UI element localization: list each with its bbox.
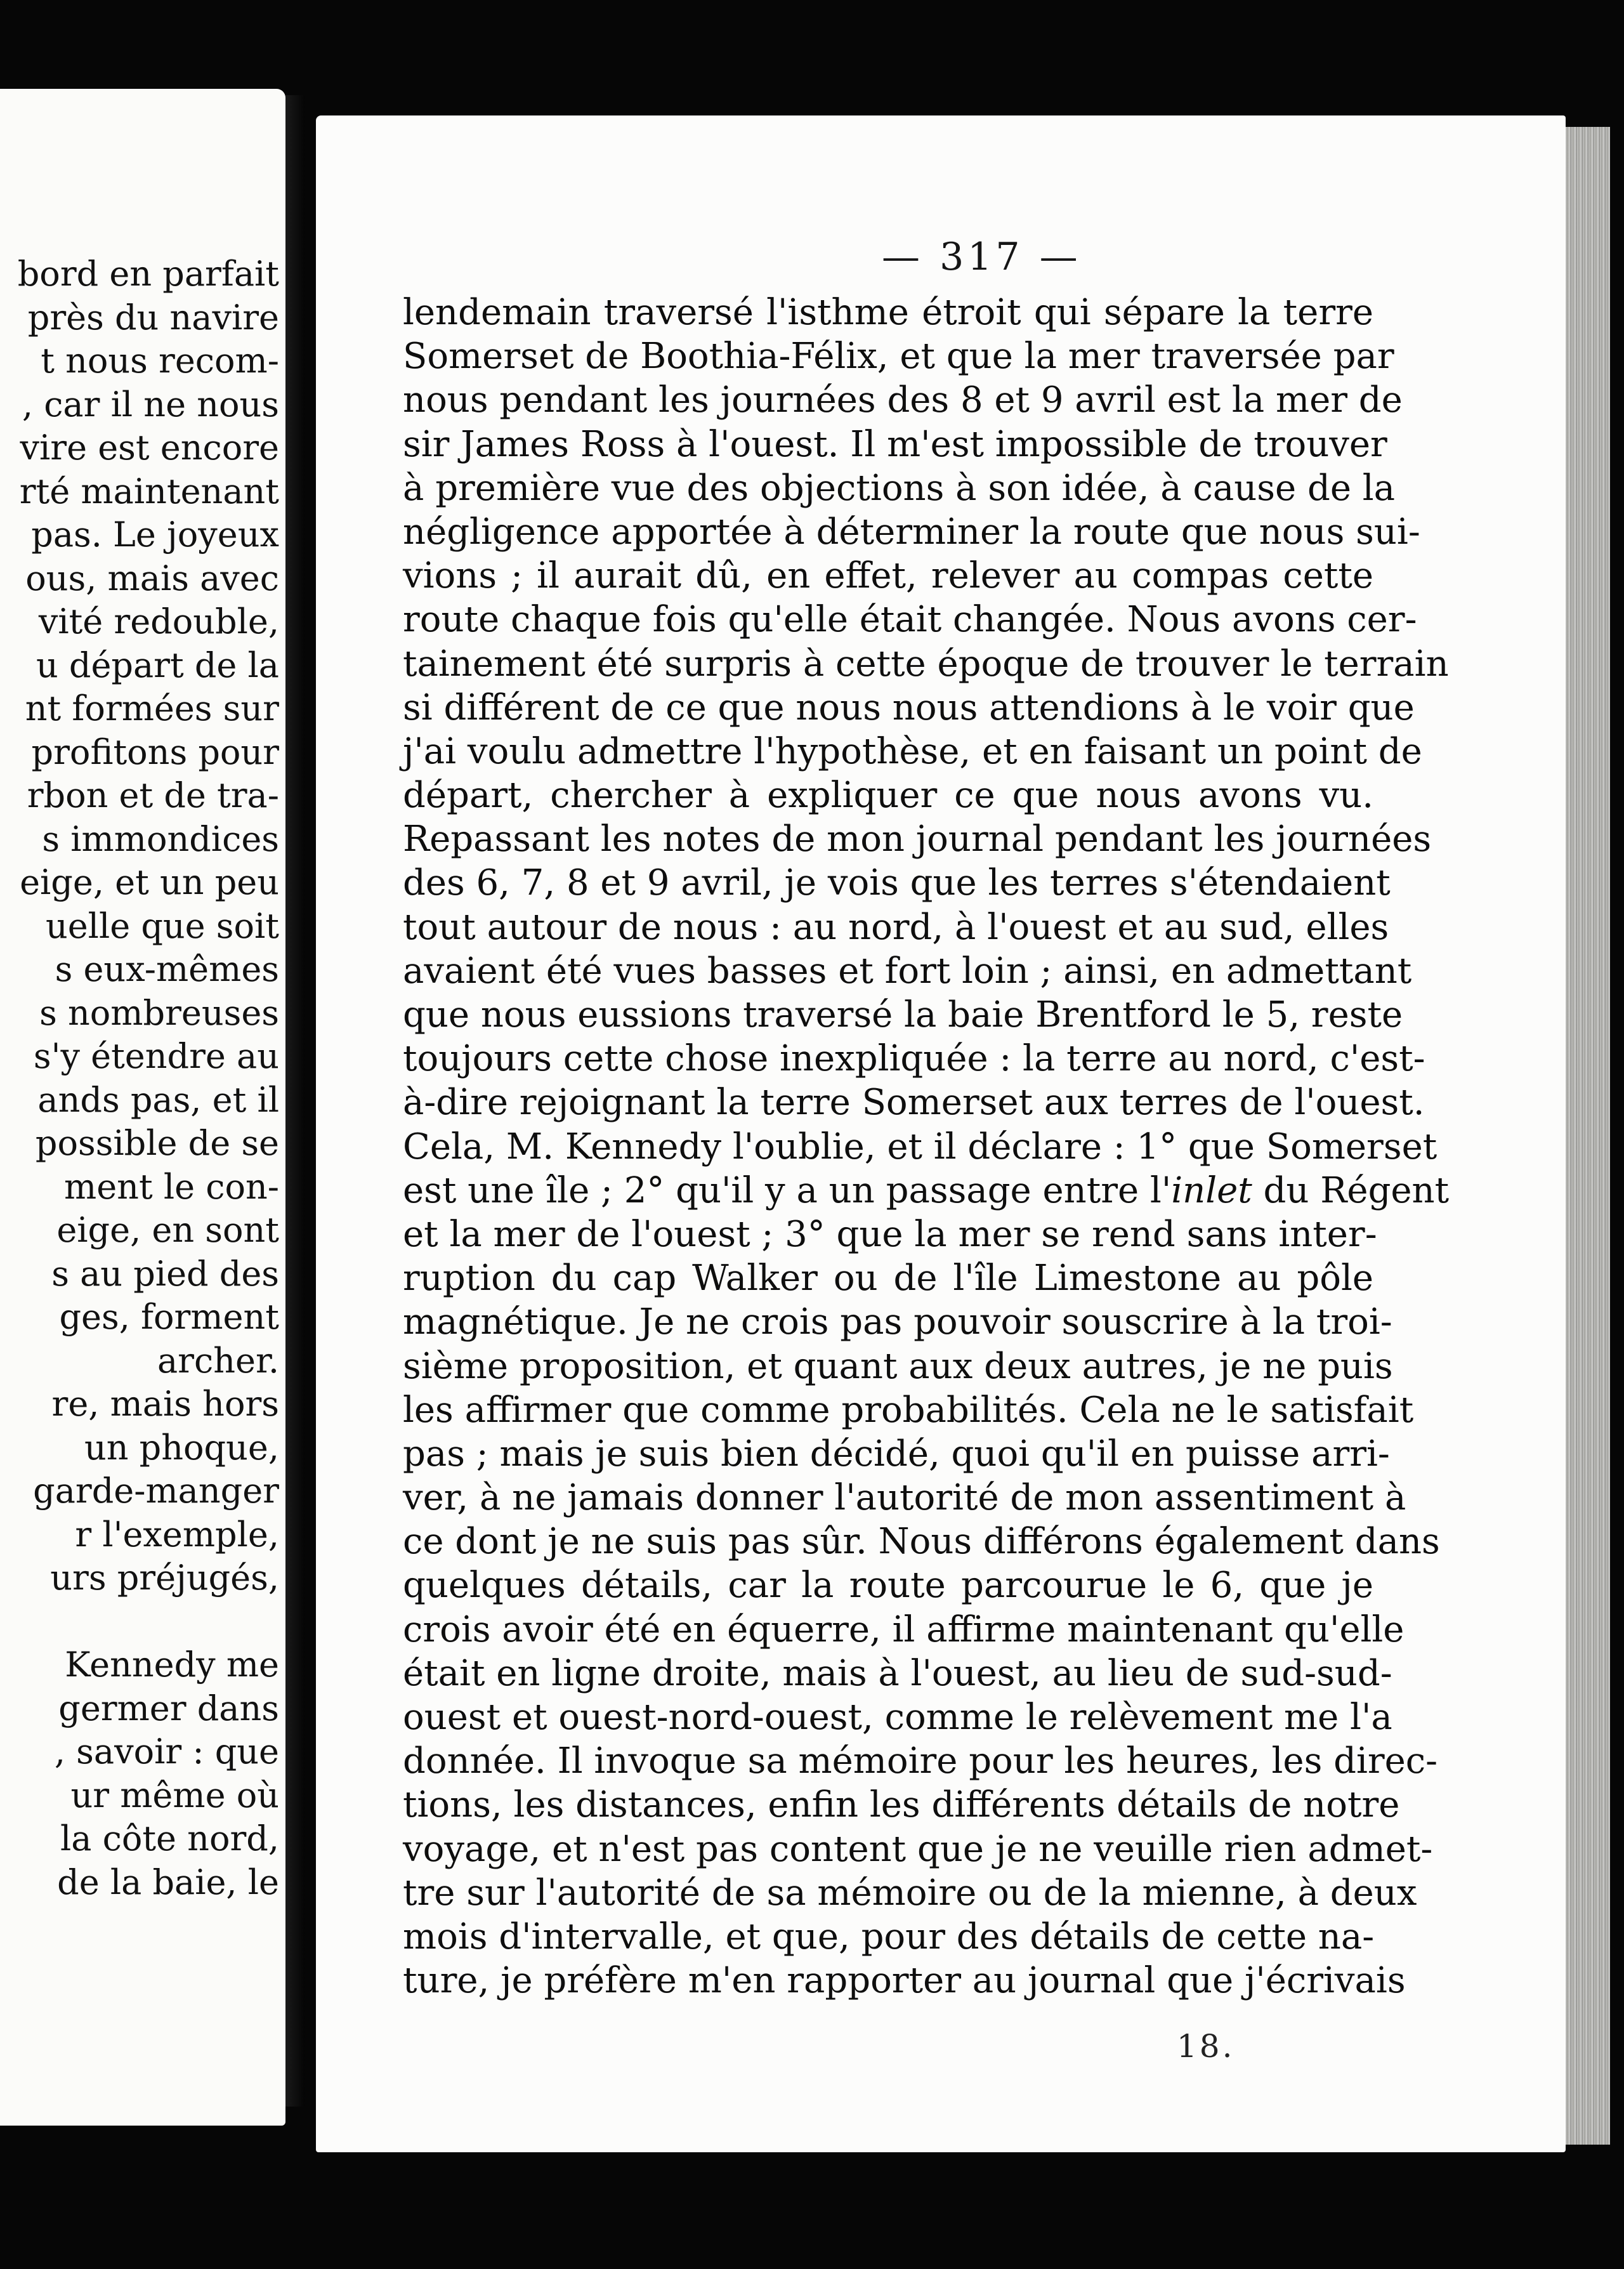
body-text-line: négligence apportée à déterminer la route que nous sui- xyxy=(403,511,1420,553)
body-text-line: avaient été vues basses et fort loin ; ainsi, en admettant xyxy=(403,950,1412,992)
body-text-line: quelques détails, car la route parcourue le 6, que je xyxy=(403,1565,1373,1607)
body-text-line: est une île ; 2° qu'il y a un passage entre l'inlet du Régent xyxy=(403,1169,1450,1211)
page-number xyxy=(0,235,1624,279)
left-text-line: , car il ne nous xyxy=(22,384,279,424)
body-text-line: était en ligne droite, mais à l'ouest, au lieu de sud-sud- xyxy=(403,1652,1392,1694)
left-text-line: de la baie, le xyxy=(57,1862,279,1902)
body-text-line: sir James Ross à l'ouest. Il m'est impossible de trouver xyxy=(403,423,1387,465)
body-text-line: Somerset de Boothia-Félix, et que la mer traversée par xyxy=(403,336,1394,378)
body-text-line: donnée. Il invoque sa mémoire pour les heures, les direc- xyxy=(403,1740,1438,1782)
left-text-line: bord en parfait xyxy=(17,254,279,294)
page-edge xyxy=(1566,127,1610,2145)
body-text-line: que nous eussions traversé la baie Brentford le 5, reste xyxy=(403,994,1403,1036)
body-text-line: lendemain traversé l'isthme étroit qui sépare la terre xyxy=(403,292,1373,333)
body-text-line: route chaque fois qu'elle était changée. Nous avons cer- xyxy=(403,599,1417,641)
body-text-line: ce dont je ne suis pas sûr. Nous différons également dans xyxy=(403,1521,1440,1563)
body-text-line: tainement été surpris à cette époque de trouver le terrain xyxy=(403,643,1449,685)
left-text-line: garde-manger xyxy=(33,1471,279,1511)
body-text-line: vions ; il aurait dû, en effet, relever au compas cette xyxy=(403,555,1373,597)
left-text-line: uelle que soit xyxy=(45,905,279,946)
body-text-line: si différent de ce que nous nous attendions à le voir que xyxy=(403,687,1415,728)
left-text-line: ous, mais avec xyxy=(25,558,279,598)
body-text-line: et la mer de l'ouest ; 3° que la mer se rend sans inter- xyxy=(403,1213,1377,1255)
left-text-line: profitons pour xyxy=(31,732,279,772)
body-text-line: j'ai voulu admettre l'hypothèse, et en faisant un point de xyxy=(403,730,1422,772)
body-text-line: voyage, et n'est pas content que je ne veuille rien admet- xyxy=(403,1828,1433,1870)
body-text-line: nous pendant les journées des 8 et 9 avril est la mer de xyxy=(403,379,1403,421)
body-text-line: départ, chercher à expliquer ce que nous avons vu. xyxy=(403,775,1373,817)
body-text-line: Cela, M. Kennedy l'oublie, et il déclare : 1° que Somerset xyxy=(403,1126,1437,1167)
left-text-line: Kennedy me xyxy=(65,1645,279,1685)
left-text-line: ands pas, et il xyxy=(37,1079,279,1120)
body-text-line: ouest et ouest-nord-ouest, comme le relèvement me l'a xyxy=(403,1697,1392,1738)
book-gutter xyxy=(285,95,304,2107)
left-text-line: ur même où xyxy=(70,1775,279,1815)
left-text-line: pas. Le joyeux xyxy=(31,515,279,555)
left-text-line: nt formées sur xyxy=(25,688,279,728)
left-text-line: s eux-mêmes xyxy=(55,949,279,989)
page-number-text: — 317 — xyxy=(882,235,1082,279)
left-text-line: archer. xyxy=(157,1340,279,1381)
body-text-line: mois d'intervalle, et que, pour des détails de cette na- xyxy=(403,1916,1375,1957)
left-text-line: t nous recom- xyxy=(41,341,279,381)
left-text-line: urs préjugés, xyxy=(50,1558,279,1598)
left-text-line: s immondices xyxy=(42,819,279,859)
left-text-line: rté maintenant xyxy=(19,471,279,511)
body-text xyxy=(403,291,1450,2003)
body-text-line: ver, à ne jamais donner l'autorité de mon assentiment à xyxy=(403,1477,1406,1519)
left-page-text xyxy=(0,253,279,1904)
left-text-line: re, mais hors xyxy=(51,1384,279,1424)
left-text-line: près du navire xyxy=(27,297,279,338)
left-text-line: eige, et un peu xyxy=(20,862,279,902)
body-text-line: des 6, 7, 8 et 9 avril, je vois que les terres s'étendaient xyxy=(403,862,1391,904)
left-text-line: s nombreuses xyxy=(39,992,279,1033)
body-text-line: à-dire rejoignant la terre Somerset aux terres de l'ouest. xyxy=(403,1082,1425,1124)
left-text-line: rbon et de tra- xyxy=(27,775,279,815)
body-text-line: à première vue des objections à son idée, à cause de la xyxy=(403,467,1396,509)
left-text-line: germer dans xyxy=(58,1688,279,1728)
left-text-line: r l'exemple, xyxy=(75,1514,279,1555)
left-text-line: ges, forment xyxy=(59,1297,279,1337)
left-text-line: u départ de la xyxy=(36,645,279,685)
body-text-line: ruption du cap Walker ou de l'île Limestone au pôle xyxy=(403,1258,1373,1299)
left-text-line: , savoir : que xyxy=(54,1732,279,1772)
left-text-line: la côte nord, xyxy=(60,1818,279,1858)
left-facing-page xyxy=(0,89,285,2126)
left-text-line: possible de se xyxy=(35,1123,279,1163)
body-text-line: tre sur l'autorité de sa mémoire ou de la mienne, à deux xyxy=(403,1872,1417,1914)
signature-mark: 18. xyxy=(1177,2028,1235,2065)
left-text-line xyxy=(0,1600,279,1644)
body-text-line: les affirmer que comme probabilités. Cela ne le satisfait xyxy=(403,1389,1414,1431)
body-text-line: Repassant les notes de mon journal pendant les journées xyxy=(403,819,1432,860)
body-text-line: tout autour de nous : au nord, à l'ouest et au sud, elles xyxy=(403,906,1389,948)
body-text-line: ture, je préfère m'en rapporter au journal que j'écrivais xyxy=(403,1960,1406,2002)
body-text-line: sième proposition, et quant aux deux autres, je ne puis xyxy=(403,1345,1393,1387)
left-text-line: s au pied des xyxy=(51,1253,279,1294)
body-text-line: crois avoir été en équerre, il affirme maintenant qu'elle xyxy=(403,1608,1405,1650)
left-text-line: s'y étendre au xyxy=(33,1036,279,1076)
body-text-line: toujours cette chose inexpliquée : la terre au nord, c'est- xyxy=(403,1038,1425,1080)
left-text-line: ment le con- xyxy=(64,1166,279,1207)
left-text-line: eige, en sont xyxy=(56,1210,279,1250)
body-text-line: magnétique. Je ne crois pas pouvoir souscrire à la troi- xyxy=(403,1301,1392,1343)
left-text-line: vire est encore xyxy=(20,428,279,468)
body-text-line: tions, les distances, enfin les différents détails de notre xyxy=(403,1784,1400,1826)
body-text-line: pas ; mais je suis bien décidé, quoi qu'il en puisse arri- xyxy=(403,1433,1390,1475)
left-text-line: vité redouble, xyxy=(38,602,279,641)
left-text-line: un phoque, xyxy=(84,1427,279,1468)
